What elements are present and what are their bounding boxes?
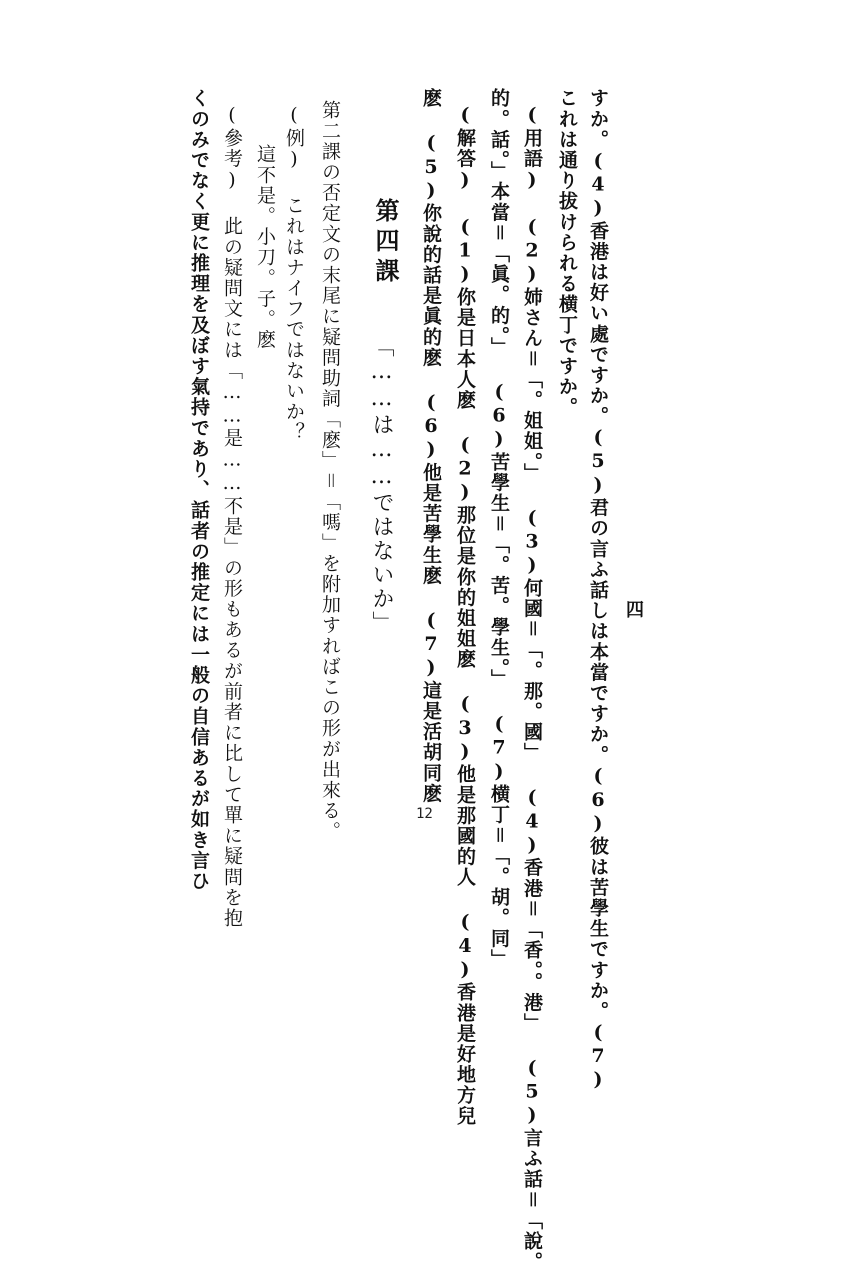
text-column-6: 麽 (5)你說的話是眞的麽 (6)他是苦學生麽 (7)這是活胡同麽 bbox=[420, 88, 442, 804]
text-column-1: すか。(4)香港は好い處ですか。(5)君の言ふ話しは本當ですか。(6)彼は苦學生ですか。(7) bbox=[587, 88, 609, 1093]
example-label-column: (例) これはナイフではないか？ bbox=[283, 104, 305, 443]
section-mark: 四 bbox=[623, 600, 644, 618]
text-column-7: 第二課の否定文の末尾に疑問助詞「麽」＝「嗎」を附加すればこの形が出來る。 bbox=[319, 100, 341, 842]
text-column-10: (參考) 此の疑問文には「……是……不是」の形もあるが前者に比して單に疑問を抱 bbox=[221, 104, 243, 929]
lesson-subtitle: 「……は……ではないか」 bbox=[369, 335, 394, 635]
text-column-2: これは通り拔けられる横丁ですか。 bbox=[556, 88, 578, 418]
text-column-5: (解答) (1)你是日本人麽 (2)那位是你的姐姐麽 (3)他是那國的人 (4)香港是好地方兒 bbox=[454, 104, 476, 1127]
text-column-4: 的。話。」本當＝「眞。的。」 (6)苦學生＝「。苦。學生。」 (7)横丁＝「。胡。同」 bbox=[488, 88, 510, 970]
text-column-11: くのみでなく更に推理を及ぼす氣持であり、話者の推定には一般の自信あるが如き言ひ bbox=[188, 88, 210, 892]
example-chinese-column: 這不是。小刀。子。麽 bbox=[254, 144, 276, 350]
text-column-3: (用語) (2)姉さん＝「。姐姐。」 (3)何國＝「。那。國」 (4)香港＝「香。。港」 (5)言ふ話＝「說。 bbox=[521, 104, 543, 1272]
page-number: 12 bbox=[416, 806, 433, 822]
lesson-title: 第四課 bbox=[371, 198, 400, 288]
